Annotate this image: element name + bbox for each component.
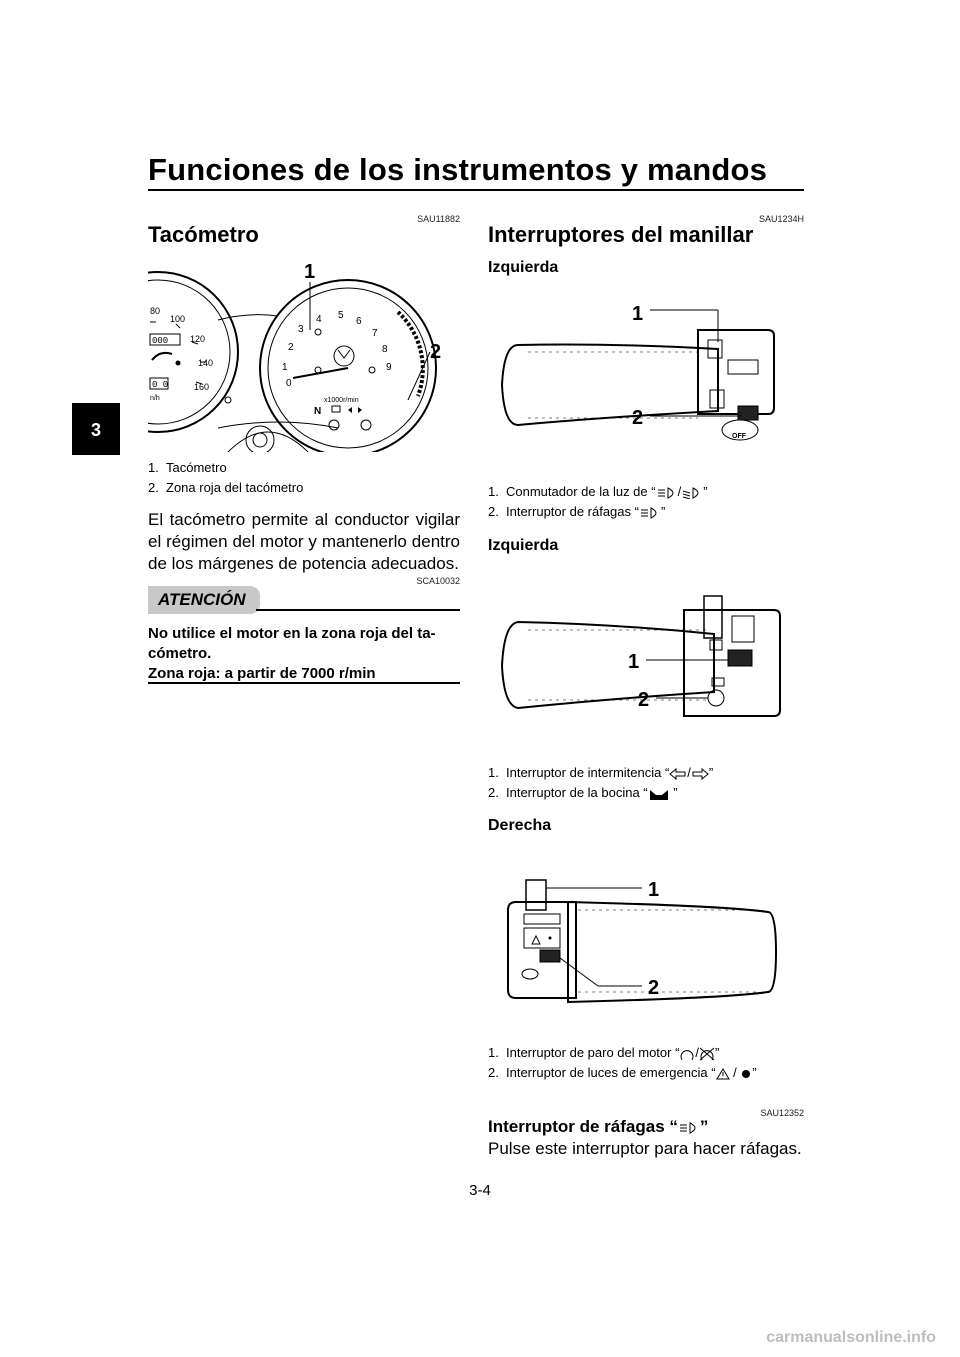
speedo-tick-140: 140 [198, 358, 214, 368]
low-beam-icon [681, 487, 703, 499]
pass-light-heading-icon [678, 1122, 700, 1134]
section-code: SAU11882 [417, 214, 460, 224]
speedo-tick-80: 80 [150, 306, 161, 316]
caption-item: 2. Zona roja del tacómetro [148, 480, 304, 495]
tach-description: El tacómetro permite al conductor vigilar el régimen del motor y mantenerlo dentro de los márgenes de potencia adecuados. [148, 510, 460, 573]
caution-text: No utilice el motor en la zona roja del ta- cómetro. Zona roja: a partir de 7000 r/min [148, 625, 436, 682]
caption-item: 1. Interruptor de intermitencia “ / ” [488, 765, 714, 780]
caption-item: 1. Interruptor de paro del motor “ / ” [488, 1045, 720, 1060]
tripmeter-digits: 0 0 [152, 380, 169, 390]
tach-tick-2: 2 [288, 342, 294, 353]
subheading-left-2: Izquierda [488, 537, 559, 554]
caution-rule-top [256, 609, 460, 611]
tach-captions [148, 458, 460, 498]
pass-switch-heading: Interruptor de ráfagas “ ” [488, 1117, 709, 1136]
fig1-captions [488, 482, 804, 522]
horn-icon [648, 788, 670, 800]
caution-box [148, 586, 460, 684]
watermark: carmanualsonline.info [766, 1329, 936, 1346]
subheading-right: Derecha [488, 817, 552, 834]
chapter-tab-number: 3 [90, 420, 101, 440]
tachometer-figure [148, 260, 460, 452]
tach-tick-9: 9 [386, 362, 392, 373]
tach-tick-7: 7 [372, 328, 378, 339]
high-beam-icon [656, 487, 678, 499]
left-switch-figure-1 [488, 290, 804, 450]
off-label: OFF [732, 433, 746, 440]
section-code-pass: SAU12352 [760, 1108, 804, 1118]
speedo-unit: n/h [150, 395, 160, 402]
page-number: 3-4 [469, 1182, 491, 1199]
tach-tick-8: 8 [382, 344, 388, 355]
caption-item: 2. Interruptor de la bocina “ ” [488, 785, 678, 800]
fig3-callout-2: 2 [648, 977, 660, 999]
fig3-captions [488, 1043, 804, 1083]
caption-item: 2. Interruptor de luces de emergencia “ / ” [488, 1065, 757, 1080]
pass-light-icon [639, 507, 661, 519]
tach-tick-0: 0 [286, 378, 292, 389]
speedo-tick-100: 100 [170, 314, 186, 324]
fig1-callout-1: 1 [632, 303, 644, 325]
right-switch-figure [488, 862, 804, 1022]
tach-tick-5: 5 [338, 310, 344, 321]
turn-right-icon [691, 768, 709, 780]
turn-left-icon [669, 768, 687, 780]
hazard-icon [716, 1068, 730, 1080]
caption-item: 2. Interruptor de ráfagas “ ” [488, 504, 666, 519]
caution-rule-bottom [148, 682, 460, 684]
title-rule [148, 189, 804, 191]
section-code-switches: SAU1234H [758, 214, 804, 224]
page-title: Funciones de los instrumentos y mandos [148, 152, 768, 187]
tach-callout-2: 2 [430, 341, 442, 363]
tach-tick-1: 1 [282, 362, 288, 373]
caution-label: ATENCIÓN [148, 586, 260, 614]
caution-code: SCA10032 [416, 576, 460, 586]
pass-switch-description: Pulse este interruptor para hacer ráfagas. [488, 1139, 802, 1158]
tach-tick-3: 3 [298, 324, 304, 335]
tach-tick-6: 6 [356, 316, 362, 327]
speedo-tick-160: 160 [194, 382, 210, 392]
fig2-callout-1: 1 [628, 651, 640, 673]
fig3-callout-1: 1 [648, 879, 660, 901]
speedo-tick-120: 120 [190, 334, 206, 344]
section-heading-handlebar: Interruptores del manillar [488, 222, 754, 247]
fig2-captions [488, 763, 804, 803]
caption-item: 1. Conmutador de la luz de “ / ” [488, 484, 708, 499]
fig2-callout-2: 2 [638, 689, 650, 711]
fig1-callout-2: 2 [632, 407, 644, 429]
section-heading-tachometer: Tacómetro [148, 222, 259, 247]
tach-unit: x1000r/min [324, 397, 359, 404]
tach-tick-4: 4 [316, 314, 322, 325]
caption-item: 1. Tacómetro [148, 460, 227, 475]
left-switch-figure-2 [488, 580, 804, 740]
tach-callout-1: 1 [304, 261, 316, 283]
engine-run-icon [679, 1047, 695, 1061]
subheading-left-1: Izquierda [488, 259, 559, 276]
neutral-indicator: N [314, 406, 322, 417]
engine-stop-icon [699, 1047, 715, 1061]
hazard-off-icon [740, 1068, 752, 1080]
odometer-digits: 000 [152, 336, 169, 346]
